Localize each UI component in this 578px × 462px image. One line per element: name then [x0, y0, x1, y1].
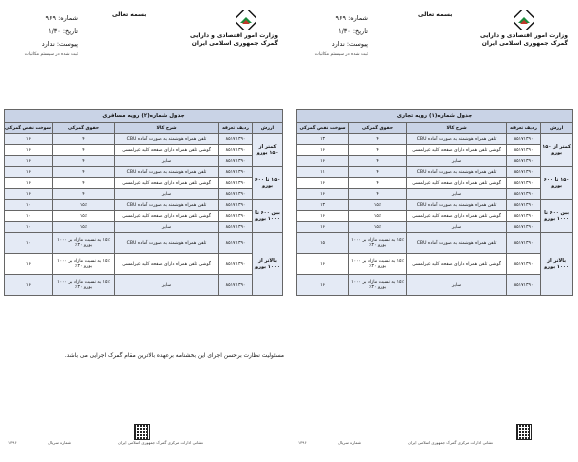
description-cell: سایر — [115, 222, 219, 233]
tariff-code-cell: ۸۵۱۷۱۳۹۰ — [507, 134, 541, 145]
letter-date: تاریخ: ۱/۳۰ — [338, 27, 368, 35]
table-row — [5, 200, 283, 211]
tariff-code-cell: ۸۵۱۷۱۳۹۰ — [219, 134, 253, 145]
fuel-levy-cell: ۱۶ — [5, 189, 53, 200]
table-row — [5, 178, 283, 189]
fuel-levy-cell: ۱۶ — [297, 222, 349, 233]
column-header: شرح کالا — [407, 123, 507, 134]
table-row — [297, 189, 573, 200]
tariff-code-cell: ۸۵۱۷۱۳۹۰ — [219, 189, 253, 200]
fuel-levy-cell: ۱۶ — [297, 156, 349, 167]
table-row — [5, 134, 283, 145]
value-category: بالاتر از ۱۰۰۰ یورو — [541, 233, 573, 296]
description-cell: تلفن همراه هوشمند به صورت آماده CBU — [407, 200, 507, 211]
description-cell: تلفن همراه هوشمند به صورت آماده CBU — [407, 233, 507, 254]
footer-serial-label: شماره سریال — [338, 440, 361, 445]
table-header-row — [5, 123, 283, 134]
customs-logo-icon — [514, 10, 534, 30]
table-row — [5, 233, 283, 254]
tariff-code-cell: ۸۵۱۷۱۳۹۰ — [219, 222, 253, 233]
fuel-levy-cell: ۱۶ — [5, 134, 53, 145]
fuel-levy-cell: ۱۵ — [297, 233, 349, 254]
fuel-levy-cell: ۱۶ — [297, 211, 349, 222]
basmala: بسمه تعالی — [418, 11, 453, 18]
fuel-levy-cell: ۱۰ — [5, 200, 53, 211]
column-header: ردیف تعرفه — [507, 123, 541, 134]
description-cell: سایر — [115, 189, 219, 200]
fuel-levy-cell: ۱۶ — [297, 275, 349, 296]
footer-address: نشانی ادارات مرکزی گمرک جمهوری اسلامی ایران — [408, 440, 493, 445]
value-category: کمتر از ۱۵۰ یورو — [541, 134, 573, 167]
customs-duty-cell: ۴ — [53, 145, 115, 156]
tariff-code-cell: ۸۵۱۷۱۳۹۰ — [219, 167, 253, 178]
fuel-levy-cell: ۱۱ — [297, 167, 349, 178]
customs-duty-cell: ۱۵٪ — [349, 211, 407, 222]
customs-logo-icon — [236, 10, 256, 30]
table-row — [297, 167, 573, 178]
description-cell: سایر — [407, 222, 507, 233]
tariff-code-cell: ۸۵۱۷۱۳۹۰ — [219, 211, 253, 222]
system-note: ثبت شده در سیستم مکاتبات — [24, 52, 78, 57]
org-line-1: وزارت امور اقتصادی و دارایی — [480, 32, 568, 39]
footer-serial-label: شماره سریال — [48, 440, 71, 445]
letter-meta — [8, 12, 78, 59]
column-header: حقوق گمرکی — [53, 123, 115, 134]
description-cell: گوشی تلفن همراه دارای صفحه کلید غیرلمسی — [115, 178, 219, 189]
table-row — [5, 156, 283, 167]
value-category: ۱۵۰ تا ۶۰۰ یورو — [253, 167, 283, 200]
footer-address: نشانی ادارات مرکزی گمرک جمهوری اسلامی ایران — [118, 440, 203, 445]
customs-duty-cell: ۱۵٪ به نسبت مازاد بر ۱۰۰۰ یورو ۳۰٪ — [53, 254, 115, 275]
table-row — [297, 145, 573, 156]
org-line-2: گمرک جمهوری اسلامی ایران — [191, 40, 278, 47]
description-cell: سایر — [115, 275, 219, 296]
document-page-left — [0, 0, 288, 462]
tariff-code-cell: ۸۵۱۷۱۳۹۰ — [507, 178, 541, 189]
customs-duty-cell: ۱۵٪ — [349, 222, 407, 233]
description-cell: سایر — [407, 156, 507, 167]
customs-duty-cell: ۴ — [349, 145, 407, 156]
description-cell: سایر — [115, 156, 219, 167]
table-header-row — [297, 123, 573, 134]
fuel-levy-cell: ۱۳ — [297, 134, 349, 145]
fuel-levy-cell: ۱۶ — [5, 167, 53, 178]
tariff-code-cell: ۸۵۱۷۱۳۹۰ — [219, 275, 253, 296]
passenger-tariff-table — [4, 109, 283, 296]
description-cell: سایر — [407, 275, 507, 296]
letter-number: شماره: ۹۶۹ — [335, 14, 368, 22]
table-row — [297, 254, 573, 275]
description-cell: گوشی تلفن همراه دارای صفحه کلید غیرلمسی — [407, 145, 507, 156]
tariff-code-cell: ۸۵۱۷۱۳۹۰ — [219, 200, 253, 211]
customs-duty-cell: ۴ — [349, 134, 407, 145]
tariff-code-cell: ۸۵۱۷۱۳۹۰ — [507, 275, 541, 296]
fuel-levy-cell: ۱۶ — [5, 156, 53, 167]
column-header: سوخت نقض گمرکی — [5, 123, 53, 134]
fuel-levy-cell: ۱۶ — [5, 254, 53, 275]
customs-duty-cell: ۱۵٪ — [349, 200, 407, 211]
customs-duty-cell: ۱۵٪ به نسبت مازاد بر ۱۰۰۰ یورو ۳۰٪ — [53, 275, 115, 296]
table-row — [297, 233, 573, 254]
table-row — [297, 222, 573, 233]
description-cell: سایر — [407, 189, 507, 200]
table-row — [5, 211, 283, 222]
customs-duty-cell: ۴ — [53, 189, 115, 200]
customs-duty-cell: ۴ — [349, 178, 407, 189]
value-category: ۱۵۰ تا ۶۰۰ یورو — [541, 167, 573, 200]
org-name — [478, 32, 568, 48]
table-row — [297, 211, 573, 222]
system-note: ثبت شده در سیستم مکاتبات — [314, 52, 368, 57]
letter-meta — [298, 12, 368, 59]
description-cell: گوشی تلفن همراه دارای صفحه کلید غیرلمسی — [407, 254, 507, 275]
description-cell: تلفن همراه هوشمند به صورت آماده CBU — [115, 233, 219, 254]
qr-code-icon — [134, 424, 150, 440]
column-header: ارزش — [253, 123, 283, 134]
tariff-code-cell: ۸۵۱۷۱۳۹۰ — [507, 200, 541, 211]
footer-page-number: ۱۳۹۶ — [298, 440, 307, 445]
org-line-2: گمرک جمهوری اسلامی ایران — [481, 40, 568, 47]
tariff-code-cell: ۸۵۱۷۱۳۹۰ — [219, 233, 253, 254]
table-row — [5, 145, 283, 156]
table-title-row — [5, 110, 283, 123]
column-header: سوخت نقض گمرکی — [297, 123, 349, 134]
letter-date: تاریخ: ۱/۳۰ — [48, 27, 78, 35]
description-cell: تلفن همراه هوشمند به صورت آماده CBU — [407, 134, 507, 145]
customs-duty-cell: ۴ — [349, 167, 407, 178]
table-row — [297, 178, 573, 189]
description-cell: تلفن همراه هوشمند به صورت آماده CBU — [115, 167, 219, 178]
tariff-code-cell: ۸۵۱۷۱۳۹۰ — [507, 156, 541, 167]
fuel-levy-cell: ۱۰ — [5, 233, 53, 254]
column-header: حقوق گمرکی — [349, 123, 407, 134]
fuel-levy-cell: ۱۳ — [297, 200, 349, 211]
table-row — [297, 200, 573, 211]
table-row — [297, 134, 573, 145]
column-header: ارزش — [541, 123, 573, 134]
table-row — [5, 189, 283, 200]
description-cell: گوشی تلفن همراه دارای صفحه کلید غیرلمسی — [115, 211, 219, 222]
description-cell: تلفن همراه هوشمند به صورت آماده CBU — [407, 167, 507, 178]
fuel-levy-cell: ۱۶ — [297, 178, 349, 189]
tariff-code-cell: ۸۵۱۷۱۳۹۰ — [507, 254, 541, 275]
letter-number: شماره: ۹۶۹ — [45, 14, 78, 22]
customs-duty-cell: ۱۵٪ به نسبت مازاد بر ۱۰۰۰ یورو ۳۰٪ — [53, 233, 115, 254]
customs-duty-cell: ۱۵٪ به نسبت مازاد بر ۱۰۰۰ یورو ۳۰٪ — [349, 275, 407, 296]
description-cell: گوشی تلفن همراه دارای صفحه کلید غیرلمسی — [115, 254, 219, 275]
customs-duty-cell: ۴ — [53, 134, 115, 145]
value-category: بالاتر از ۱۰۰۰ یورو — [253, 233, 283, 296]
document-page-right — [290, 0, 578, 462]
tariff-code-cell: ۸۵۱۷۱۳۹۰ — [219, 145, 253, 156]
value-category: کمتر از ۱۵۰ یورو — [253, 134, 283, 167]
tariff-code-cell: ۸۵۱۷۱۳۹۰ — [507, 222, 541, 233]
description-cell: تلفن همراه هوشمند به صورت آماده CBU — [115, 134, 219, 145]
org-line-1: وزارت امور اقتصادی و دارایی — [190, 32, 278, 39]
fuel-levy-cell: ۱۶ — [297, 254, 349, 275]
table-row — [297, 156, 573, 167]
table-row — [5, 222, 283, 233]
table-title: جدول شماره(۲) رویه مسافری — [5, 110, 283, 123]
description-cell: گوشی تلفن همراه دارای صفحه کلید غیرلمسی — [407, 211, 507, 222]
table-row — [5, 167, 283, 178]
tariff-code-cell: ۸۵۱۷۱۳۹۰ — [219, 254, 253, 275]
value-category: بین ۶۰۰ تا ۱۰۰۰ یورو — [541, 200, 573, 233]
table-title-row — [297, 110, 573, 123]
tariff-code-cell: ۸۵۱۷۱۳۹۰ — [507, 145, 541, 156]
fuel-levy-cell: ۱۶ — [5, 145, 53, 156]
customs-duty-cell: ۱۵٪ به نسبت مازاد بر ۱۰۰۰ یورو ۳۰٪ — [349, 233, 407, 254]
letter-attachment: پیوست: ندارد — [331, 40, 368, 48]
customs-duty-cell: ۱۵٪ — [53, 200, 115, 211]
description-cell: تلفن همراه هوشمند به صورت آماده CBU — [115, 200, 219, 211]
table-row — [5, 254, 283, 275]
tariff-code-cell: ۸۵۱۷۱۳۹۰ — [507, 233, 541, 254]
footer-page-number: ۱۳۹۶ — [8, 440, 17, 445]
basmala: بسمه تعالی — [112, 11, 147, 18]
customs-duty-cell: ۴ — [349, 156, 407, 167]
customs-duty-cell: ۱۵٪ به نسبت مازاد بر ۱۰۰۰ یورو ۳۰٪ — [349, 254, 407, 275]
supervision-note: مسئولیت نظارت برحسن اجرای این بخشنامه برعهده بالاترین مقام گمرک اجرایی می باشد. — [64, 353, 284, 359]
letterhead — [0, 0, 288, 70]
column-header: ردیف تعرفه — [219, 123, 253, 134]
table-row — [297, 275, 573, 296]
qr-code-icon — [516, 424, 532, 440]
description-cell: گوشی تلفن همراه دارای صفحه کلید غیرلمسی — [115, 145, 219, 156]
letterhead — [290, 0, 578, 70]
commercial-tariff-table — [296, 109, 573, 296]
customs-duty-cell: ۴ — [349, 189, 407, 200]
customs-duty-cell: ۴ — [53, 167, 115, 178]
customs-duty-cell: ۴ — [53, 156, 115, 167]
tariff-code-cell: ۸۵۱۷۱۳۹۰ — [507, 167, 541, 178]
fuel-levy-cell: ۱۶ — [5, 178, 53, 189]
description-cell: گوشی تلفن همراه دارای صفحه کلید غیرلمسی — [407, 178, 507, 189]
tariff-code-cell: ۸۵۱۷۱۳۹۰ — [507, 211, 541, 222]
tariff-code-cell: ۸۵۱۷۱۳۹۰ — [219, 156, 253, 167]
customs-duty-cell: ۱۵٪ — [53, 222, 115, 233]
letter-attachment: پیوست: ندارد — [41, 40, 78, 48]
tariff-code-cell: ۸۵۱۷۱۳۹۰ — [219, 178, 253, 189]
org-name — [188, 32, 278, 48]
column-header: شرح کالا — [115, 123, 219, 134]
fuel-levy-cell: ۱۰ — [5, 211, 53, 222]
fuel-levy-cell: ۱۶ — [5, 275, 53, 296]
fuel-levy-cell: ۱۰ — [5, 222, 53, 233]
fuel-levy-cell: ۱۶ — [297, 145, 349, 156]
fuel-levy-cell: ۱۶ — [297, 189, 349, 200]
customs-duty-cell: ۴ — [53, 178, 115, 189]
value-category: بین ۶۰۰ تا ۱۰۰۰ یورو — [253, 200, 283, 233]
table-title: جدول شماره(۱) رویه تجاری — [297, 110, 573, 123]
table-row — [5, 275, 283, 296]
customs-duty-cell: ۱۵٪ — [53, 211, 115, 222]
tariff-code-cell: ۸۵۱۷۱۳۹۰ — [507, 189, 541, 200]
